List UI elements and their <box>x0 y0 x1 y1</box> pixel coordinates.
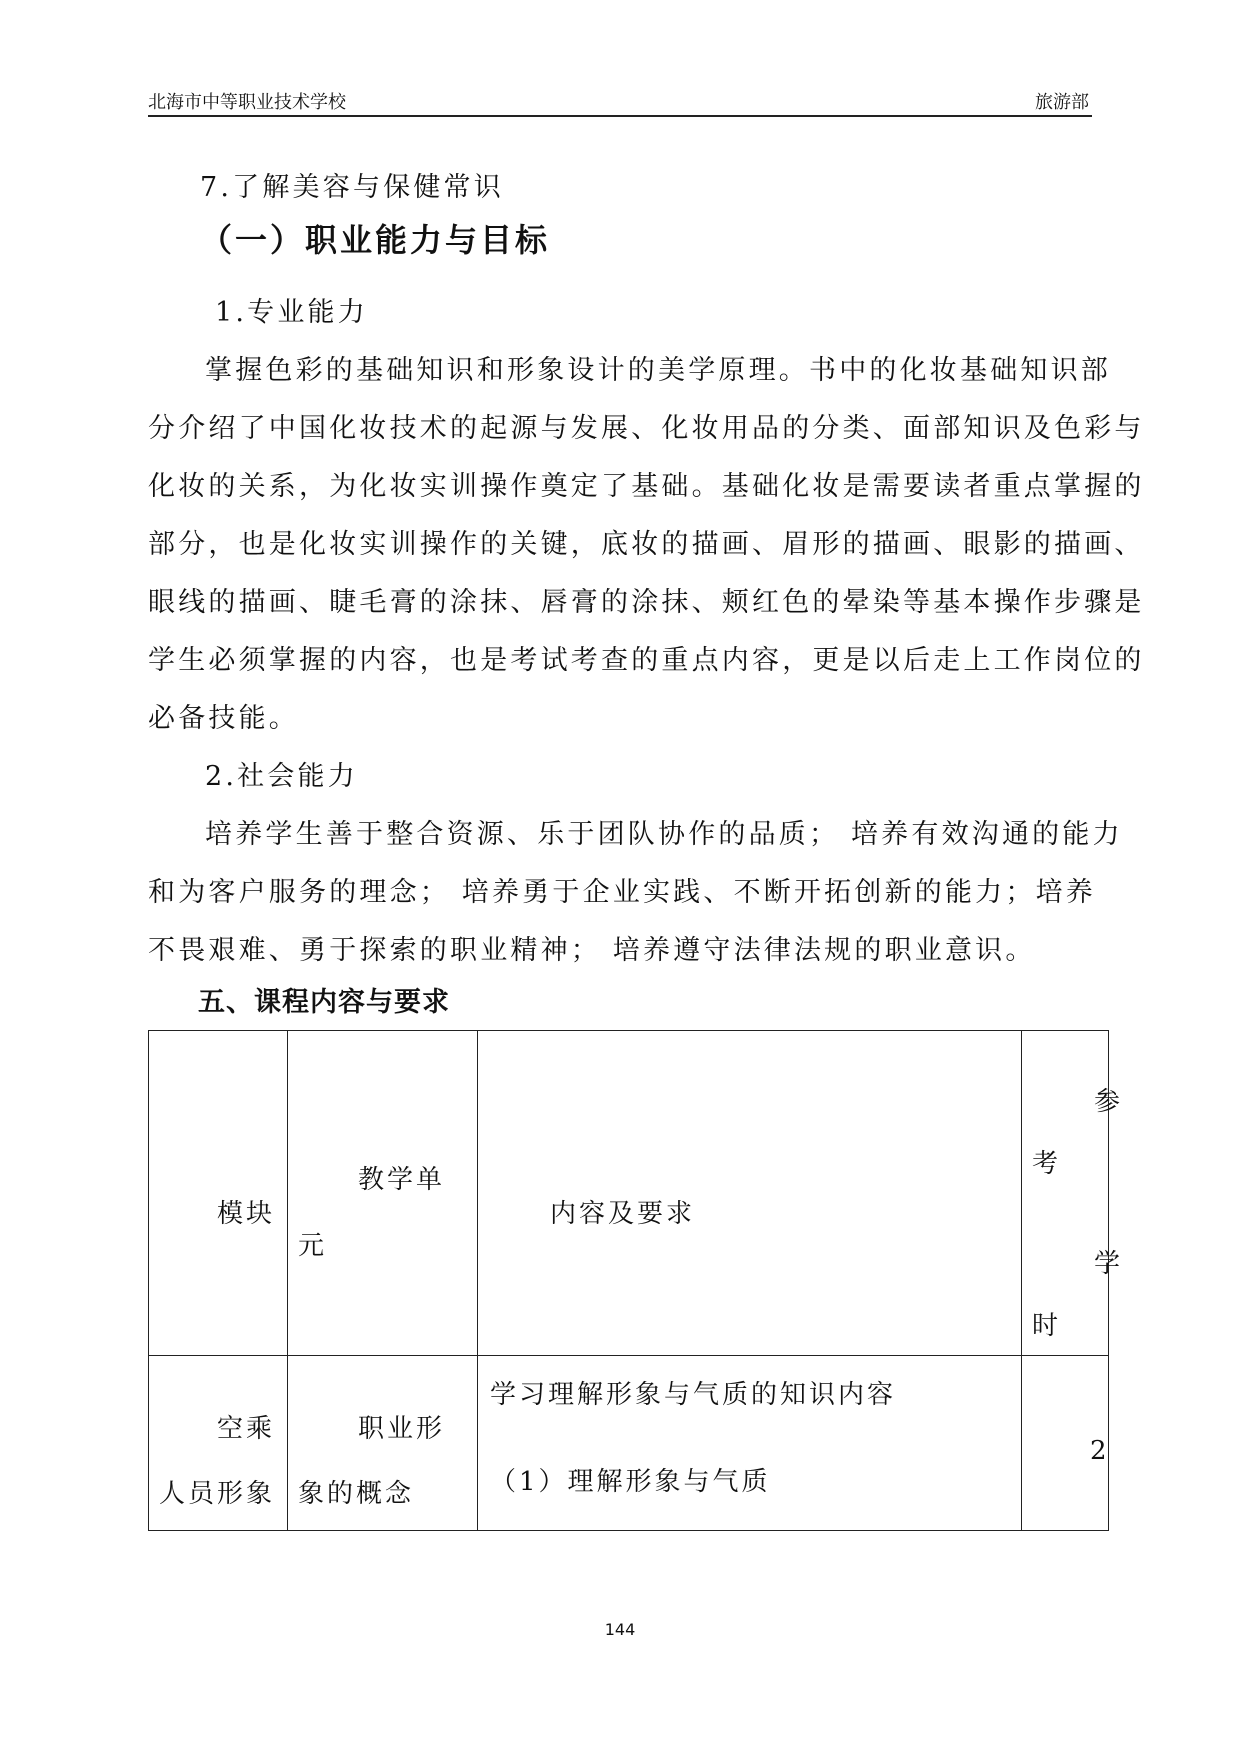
row-unit-line2: 象的概念 <box>298 1479 415 1509</box>
professional-ability-line: 眼线的描画、睫毛膏的涂抹、唇膏的涂抹、颊红色的晕染等基本操作步骤是 <box>148 587 1145 618</box>
row-hours-cell <box>1022 1356 1109 1531</box>
header-unit-line1: 教学单 <box>358 1165 446 1195</box>
page-number: 144 <box>604 1620 636 1639</box>
header-school-name: 北海市中等职业技术学校 <box>148 92 346 113</box>
social-ability-line: 和为客户服务的理念； 培养勇于企业实践、不断开拓创新的能力；培养 <box>148 877 1096 908</box>
row-unit-cell <box>288 1356 478 1531</box>
header-hours-char: 考 <box>1032 1149 1062 1179</box>
header-divider <box>148 115 1092 117</box>
professional-ability-title: 1.专业能力 <box>215 297 368 328</box>
row-unit-line1: 职业形 <box>358 1414 446 1444</box>
table-header-row <box>149 1031 1109 1356</box>
header-unit-line2: 元 <box>298 1231 328 1261</box>
section-title: （一）职业能力与目标 <box>200 221 551 259</box>
header-content: 内容及要求 <box>550 1199 696 1229</box>
professional-ability-line: 化妆的关系，为化妆实训操作奠定了基础。基础化妆是需要读者重点掌握的 <box>148 471 1145 502</box>
item-7: 7.了解美容与保健常识 <box>200 172 504 203</box>
row-content-line1: 学习理解形象与气质的知识内容 <box>490 1380 897 1410</box>
social-ability-line: 不畏艰难、勇于探索的职业精神； 培养遵守法律法规的职业意识。 <box>148 935 1036 966</box>
course-content-table <box>148 1030 1124 1531</box>
row-module-line1: 空乘 <box>217 1414 276 1444</box>
section-5-title: 五、课程内容与要求 <box>198 987 450 1018</box>
professional-ability-line: 学生必须掌握的内容，也是考试考查的重点内容，更是以后走上工作岗位的 <box>148 645 1145 676</box>
table-row <box>149 1356 1109 1531</box>
header-module: 模块 <box>217 1199 276 1229</box>
row-content-line2: （1）理解形象与气质 <box>490 1467 771 1497</box>
header-hours-char: 学 <box>1094 1249 1124 1279</box>
header-module-cell <box>149 1031 288 1356</box>
header-hours-char: 时 <box>1032 1311 1062 1341</box>
row-module-line2: 人员形象 <box>159 1479 276 1509</box>
header-hours-char: 参 <box>1094 1087 1124 1117</box>
header-hours-cell <box>1022 1031 1124 1356</box>
header-department: 旅游部 <box>1035 92 1089 113</box>
row-content-cell <box>478 1356 1022 1531</box>
header-unit-cell <box>288 1031 478 1356</box>
professional-ability-line: 部分，也是化妆实训操作的关键，底妆的描画、眉形的描画、眼影的描画、 <box>148 529 1145 560</box>
row-hours: 2 <box>1090 1436 1110 1466</box>
header-content-cell <box>478 1031 1022 1356</box>
professional-ability-line: 分介绍了中国化妆技术的起源与发展、化妆用品的分类、面部知识及色彩与 <box>148 413 1145 444</box>
professional-ability-line: 必备技能。 <box>148 703 299 734</box>
social-ability-title: 2.社会能力 <box>205 761 358 792</box>
professional-ability-line: 掌握色彩的基础知识和形象设计的美学原理。书中的化妆基础知识部 <box>205 355 1111 386</box>
row-module-cell <box>149 1356 288 1531</box>
social-ability-line: 培养学生善于整合资源、乐于团队协作的品质； 培养有效沟通的能力 <box>205 819 1123 850</box>
